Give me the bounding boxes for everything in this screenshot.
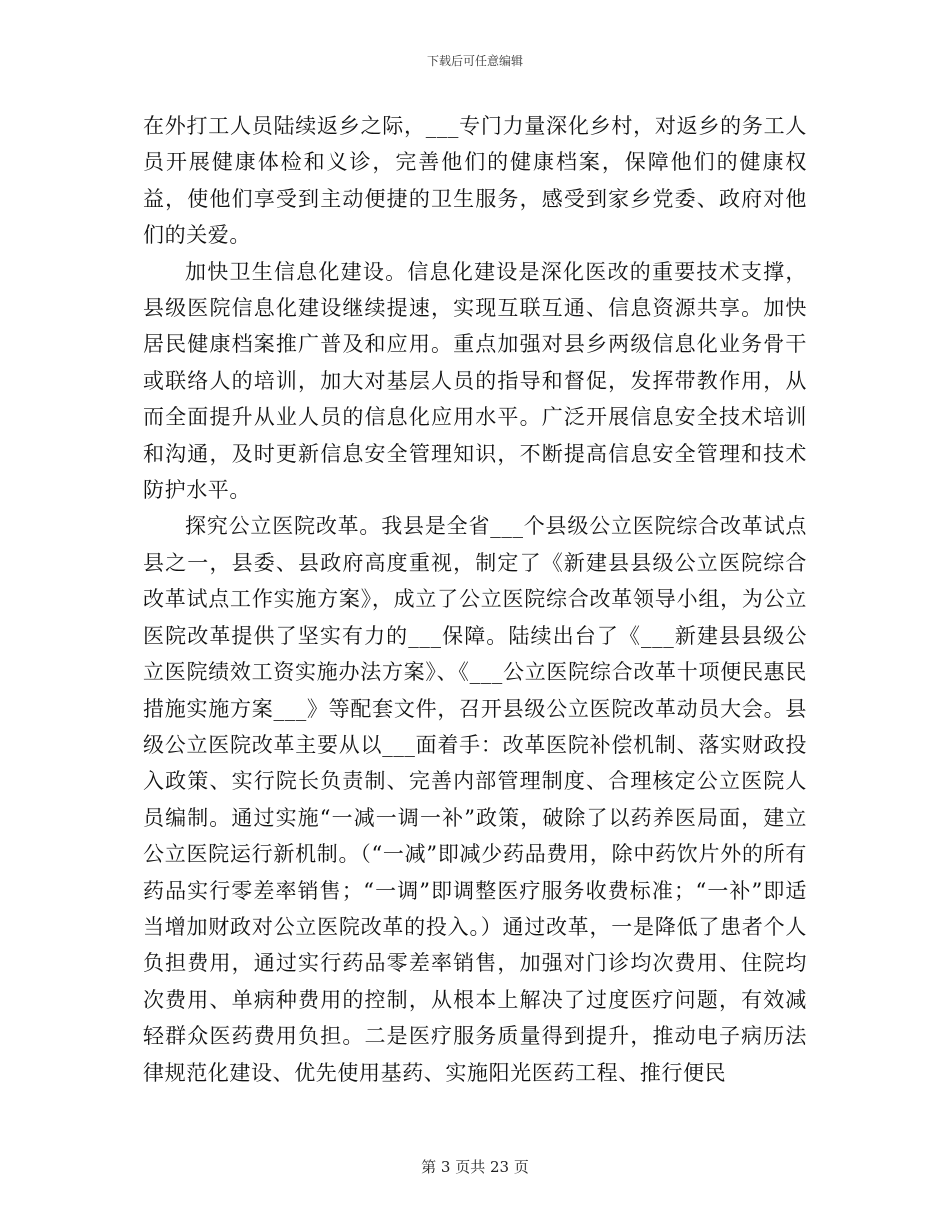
paragraph-2: 加快卫生信息化建设。信息化建设是深化医改的重要技术支撑，县级医院信息化建设继续提速，实现互联互通、信息资源共享。加快居民健康档案推广普及和应用。重点加强对县乡两级信息化业务骨干或联络人的培训，加大对基层人员的指导和督促，发挥带教作用，从而全面提升从业人员的信息化应用水平。广泛开展信息安全技术培训和沟通，及时更新信息安全管理知识，不断提高信息安全管理和技术防护水平。 (143, 259, 807, 503)
page-footer: 第 3 页共 23 页 (421, 1158, 529, 1176)
document-body (143, 108, 807, 1091)
paragraph-3: 探究公立医院改革。我县是全省___个县级公立医院综合改革试点县之一，县委、县政府高度重视，制定了《新建县县级公立医院综合改革试点工作实施方案》，成立了公立医院综合改革领导小组，为公立医院改革提供了坚实有力的___保障。陆续出台了《___新建县县级公立医院绩效工资实施办法方案》、《___公立医院综合改革十项便民惠民措施实施方案___》等配套文件，召开县级公立医院改革动员大会。县级公立医院改革主要从以___面着手：改革医院补偿机制、落实财政投入政策、实行院长负责制、完善内部管理制度、合理核定公立医院人员编制。通过实施“一减一调一补”政策，破除了以药养医局面，建立公立医院运行新机制。（“一减”即减少药品费用，除中药饮片外的所有药品实行零差率销售；“一调”即调整医疗服务收费标准；“一补”即适当增加财政对公立医院改革的投入。）通过改革，一是降低了患者个人负担费用，通过实行药品零差率销售，加强对门诊均次费用、住院均次费用、单病种费用的控制，从根本上解决了过度医疗问题，有效减轻群众医药费用负担。二是医疗服务质量得到提升，推动电子病历法律规范化建设、优先使用基药、实施阳光医药工程、推行便民 (143, 514, 807, 1085)
paragraph-1: 在外打工人员陆续返乡之际，___专门力量深化乡村，对返乡的务工人员开展健康体检和义诊，完善他们的健康档案，保障他们的健康权益，使他们享受到主动便捷的卫生服务，感受到家乡党委、政府对他们的关爱。 (143, 114, 807, 248)
page-header: 下载后可任意编辑 (426, 54, 523, 68)
